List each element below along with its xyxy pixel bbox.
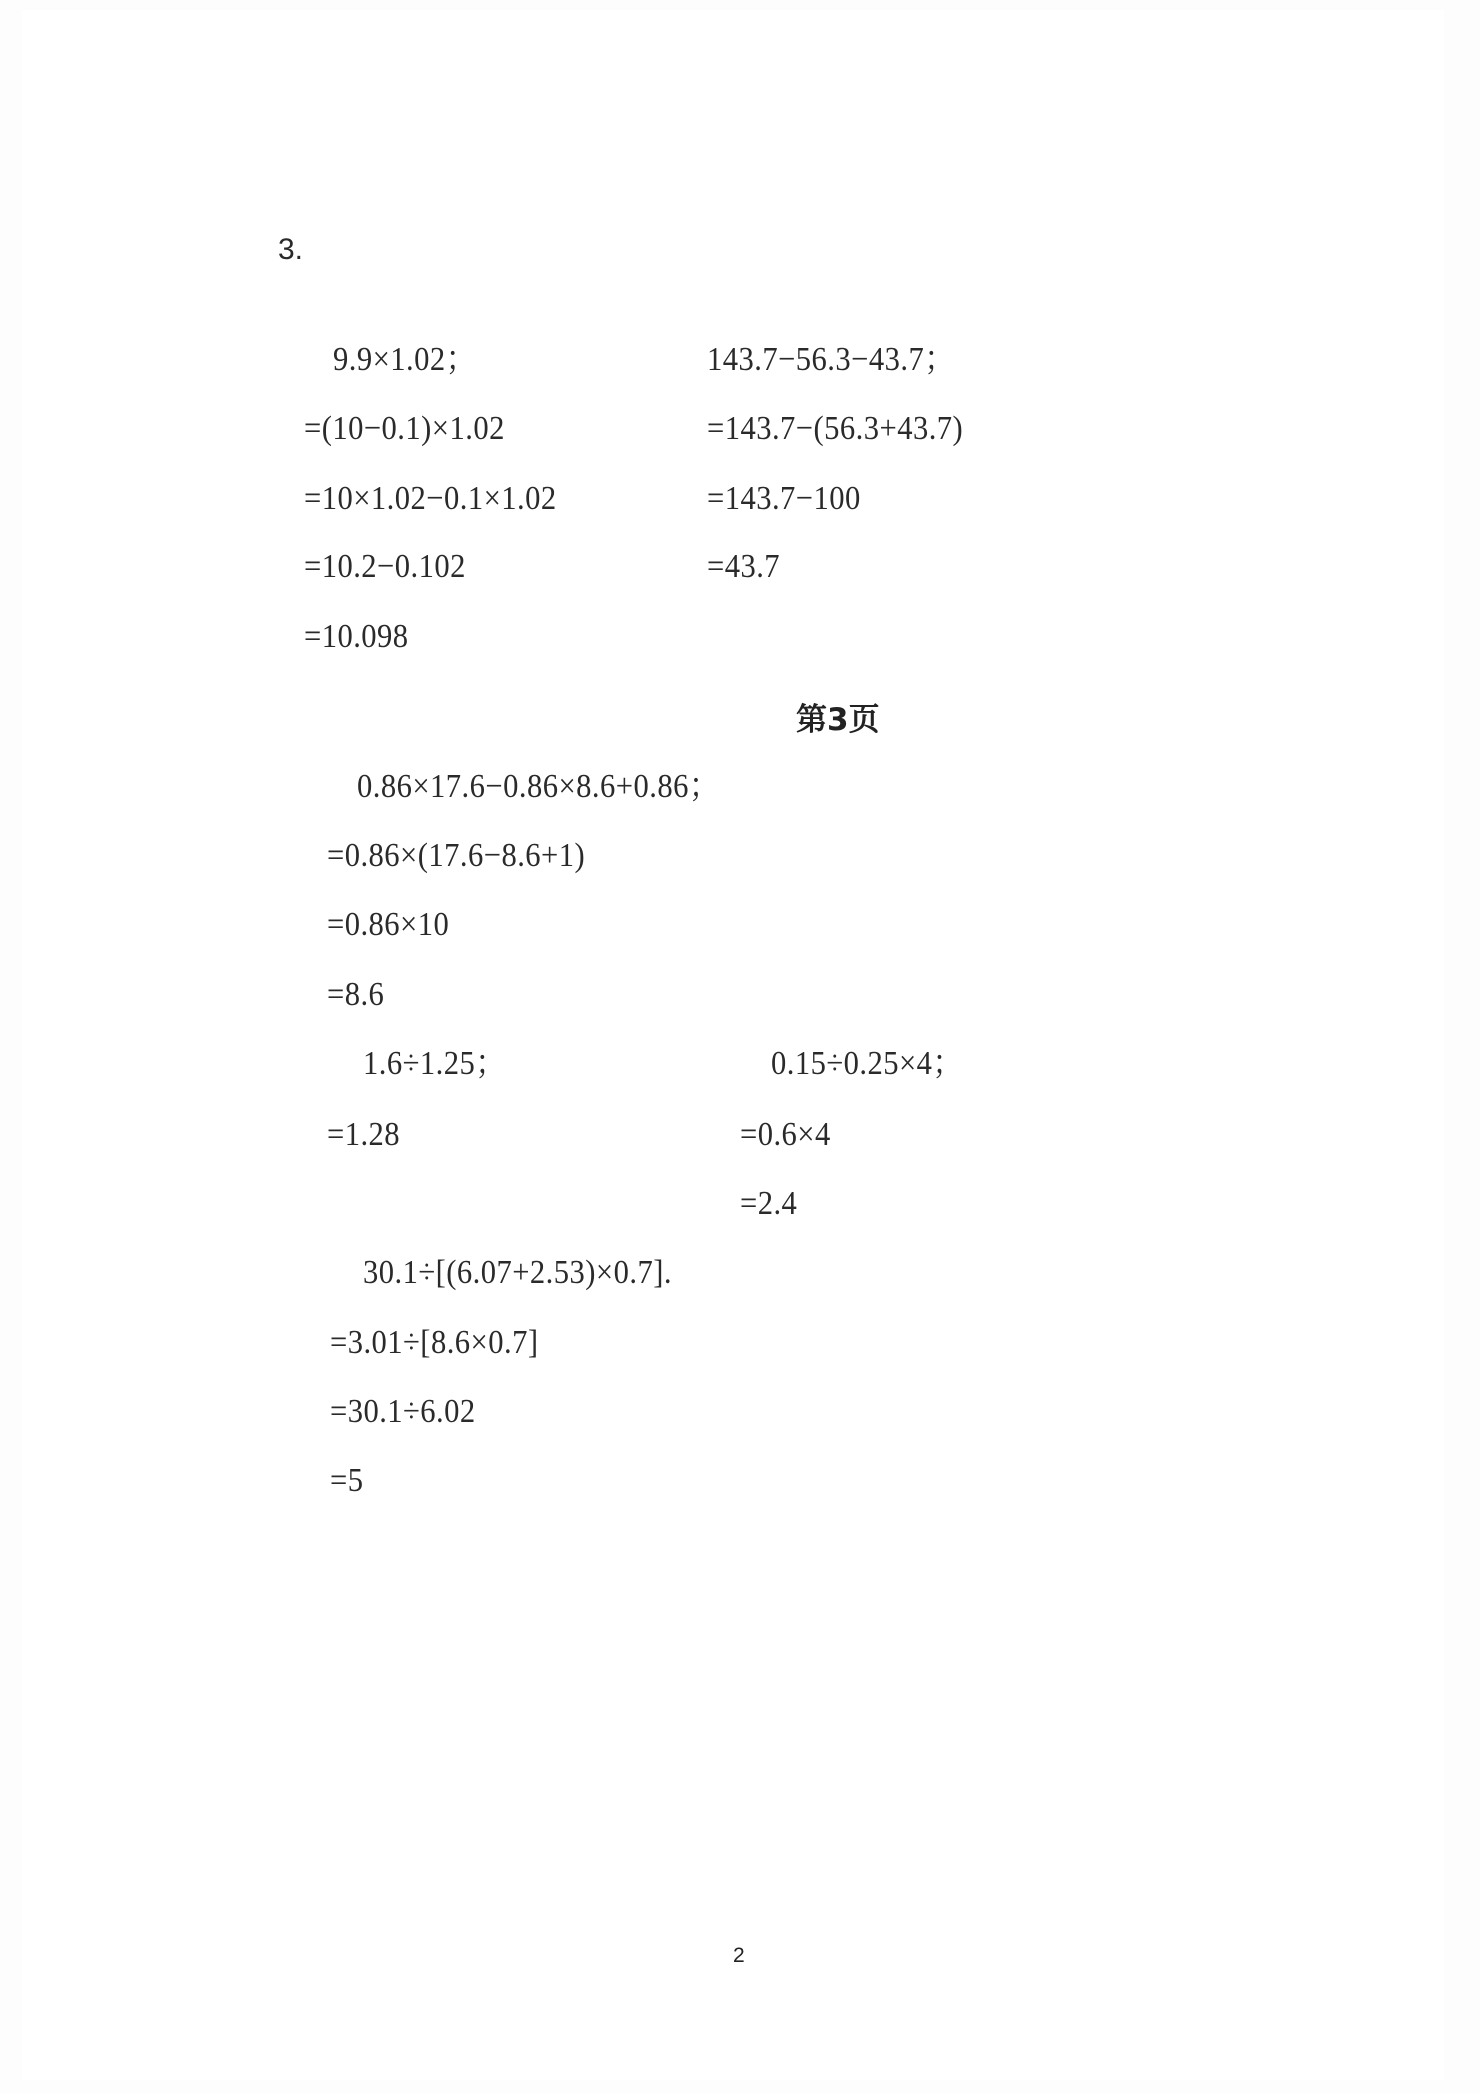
expression-line: =2.4 [740, 1185, 798, 1222]
problem-number: 3. [278, 233, 304, 266]
expression-line: =143.7−(56.3+43.7) [707, 410, 964, 447]
expression-line: =0.86×(17.6−8.6+1) [327, 837, 586, 874]
expression-line: =10.098 [304, 618, 409, 655]
expression-line: =10.2−0.102 [304, 548, 466, 585]
expression-line: =30.1÷6.02 [330, 1393, 476, 1430]
expression-line: =3.01÷[8.6×0.7] [330, 1324, 539, 1361]
document-page [22, 10, 1444, 2080]
expression-line: =1.28 [327, 1116, 401, 1153]
expression-line: 1.6÷1.25； [363, 1045, 507, 1082]
expression-line: 0.86×17.6−0.86×8.6+0.86； [357, 768, 720, 805]
expression-line: 143.7−56.3−43.7； [707, 341, 956, 378]
page-number: 2 [733, 1944, 745, 1967]
expression-line: =0.86×10 [327, 906, 450, 943]
expression-line: =0.6×4 [740, 1116, 831, 1153]
section-heading: 第3页 [796, 702, 880, 738]
expression-line: 0.15÷0.25×4； [771, 1045, 964, 1082]
expression-line: =(10−0.1)×1.02 [304, 410, 505, 447]
expression-line: =8.6 [327, 976, 385, 1013]
expression-line: =10×1.02−0.1×1.02 [304, 480, 557, 517]
expression-line: 9.9×1.02； [333, 341, 477, 378]
expression-line: =143.7−100 [707, 480, 861, 517]
expression-line: 30.1÷[(6.07+2.53)×0.7]. [363, 1254, 672, 1291]
expression-line: =43.7 [707, 548, 781, 585]
expression-line: =5 [330, 1462, 364, 1499]
